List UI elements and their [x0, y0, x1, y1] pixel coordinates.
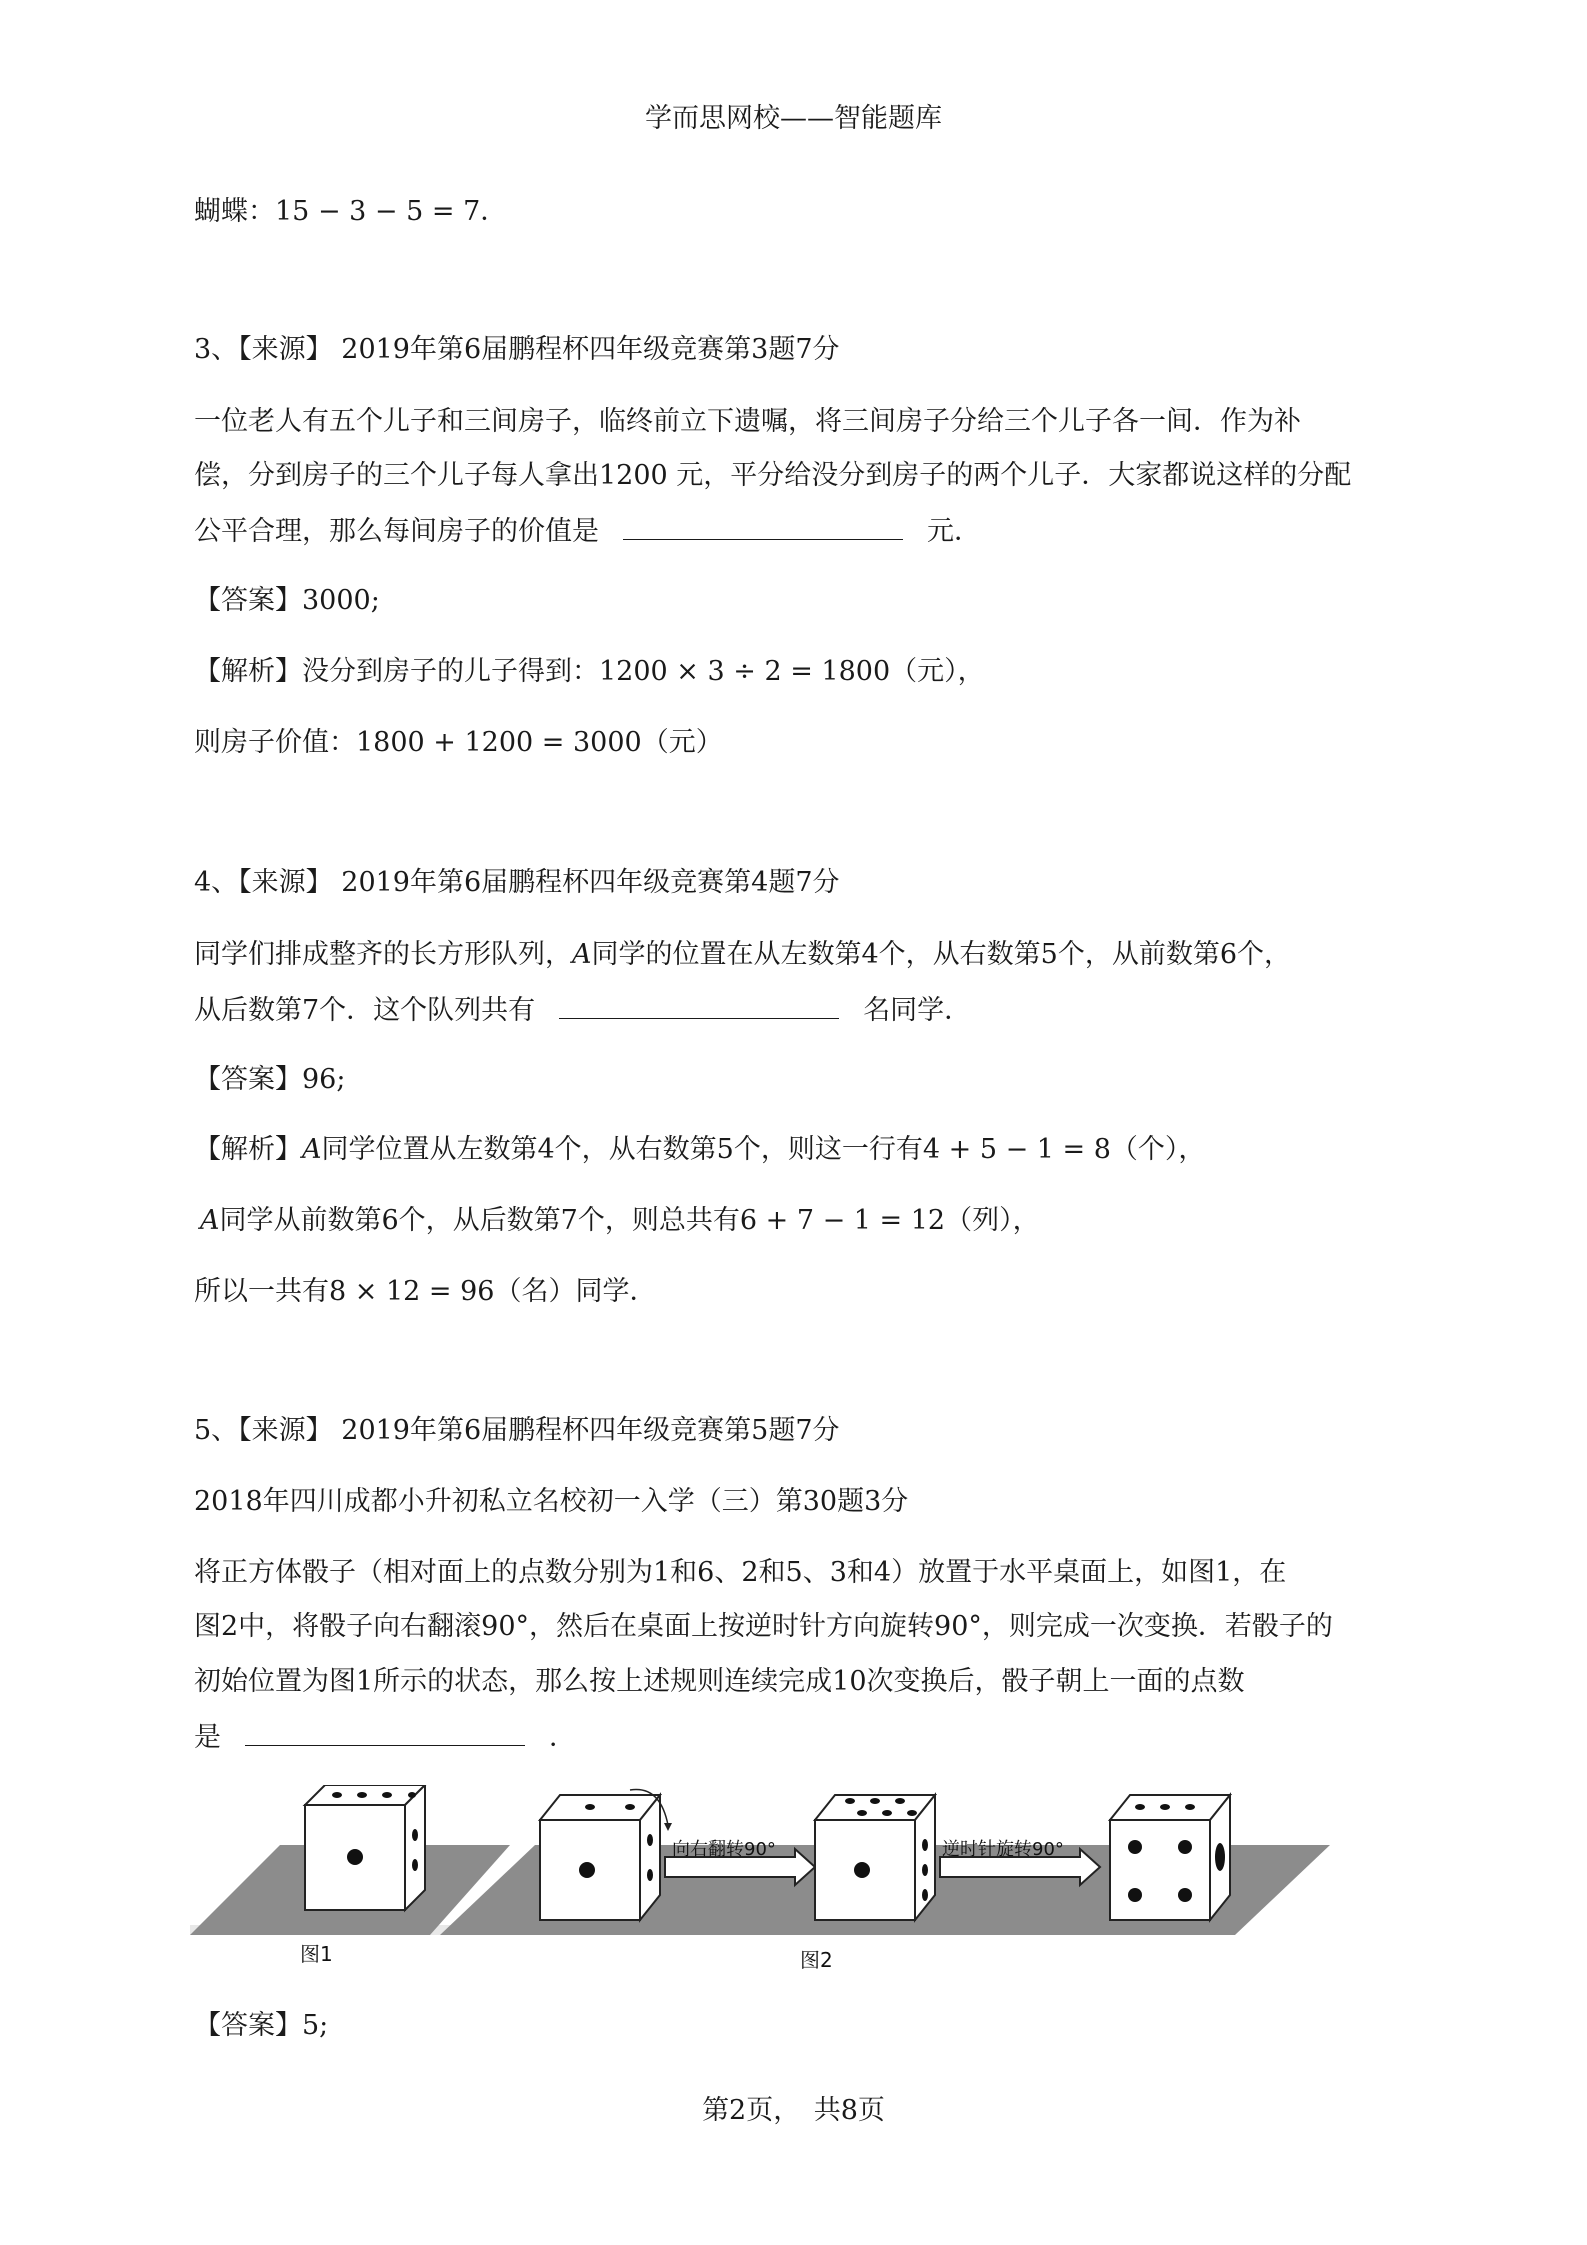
q5-text-line2: 图2中，将骰子向右翻滚90°，然后在桌面上按逆时针方向旋转90°，则完成一次变换．若骰子的 — [194, 1611, 1333, 1642]
dice-figure — [190, 1785, 1340, 1980]
q3-text-line3 — [194, 513, 981, 550]
q4-analysis-line1-post: 同学位置从左数第4个，从右数第5个，则这一行有4 + 5 − 1 = 8（个）， — [321, 1134, 1206, 1165]
q3-source: 3、【来源】 2019年第6届鹏程杯四年级竞赛第3题7分 — [194, 334, 840, 365]
q3-text-line1: 一位老人有五个儿子和三间房子，临终前立下遗嘱，将三间房子分给三个儿子各一间．作为补 — [194, 406, 1301, 437]
q3-text-line2: 偿，分到房子的三个儿子每人拿出1200 元，平分给没分到房子的两个儿子．大家都说这样的分配 — [194, 460, 1352, 491]
page-footer: 第2页， 共8页 — [702, 2095, 885, 2126]
q4-analysis-line1 — [194, 1132, 1205, 1168]
q5-source: 5、【来源】 2019年第6届鹏程杯四年级竞赛第5题7分 — [194, 1415, 840, 1446]
die-fig2-start — [540, 1789, 672, 1920]
q4-var-a: A — [572, 939, 592, 970]
q4-text-line2-post: 名同学． — [863, 995, 972, 1026]
q4-source: 4、【来源】 2019年第6届鹏程杯四年级竞赛第4题7分 — [194, 867, 840, 898]
q4-analysis-var-a: A — [302, 1134, 322, 1165]
arrow-rotate-ccw-label: 逆时针旋转90° — [942, 1839, 1064, 1860]
q4-text-line2-pre: 从后数第7个．这个队列共有 — [194, 995, 536, 1026]
q5-text-line4 — [194, 1719, 576, 1756]
q4-analysis-line2-post: 同学从前数第6个，从后数第7个，则总共有6 + 7 − 1 = 12（列）， — [219, 1205, 1040, 1236]
q4-answer: 【答案】96; — [194, 1064, 346, 1095]
figure-label-2: 图2 — [800, 1948, 833, 1972]
figure-label-1: 图1 — [300, 1942, 333, 1966]
die-fig2-after-roll — [815, 1795, 935, 1920]
q5-answer-blank[interactable] — [245, 1719, 525, 1746]
q5-text-line3: 初始位置为图1所示的状态，那么按上述规则连续完成10次变换后，骰子朝上一面的点数 — [194, 1666, 1245, 1697]
q5-answer: 【答案】5; — [194, 2010, 329, 2041]
die-fig1 — [305, 1785, 425, 1910]
page-header: 学而思网校——智能题库 — [645, 103, 942, 134]
q5-source2: 2018年四川成都小升初私立名校初一入学（三）第30题3分 — [194, 1486, 909, 1517]
q4-answer-blank[interactable] — [559, 992, 839, 1019]
arrow-roll-right-label: 向右翻转90° — [672, 1839, 776, 1860]
q5-text-line4-post: ． — [549, 1722, 576, 1753]
q4-text-line2 — [194, 992, 971, 1029]
q3-answer: 【答案】3000; — [194, 585, 380, 616]
q4-analysis-line3: 所以一共有8 × 12 = 96（名）同学． — [194, 1276, 657, 1307]
q4-analysis-label: 【解析】 — [194, 1134, 302, 1165]
q5-text-line4-pre: 是 — [194, 1722, 221, 1753]
die-fig2-after-rotate — [1110, 1795, 1230, 1920]
q4-text-line1 — [194, 937, 1291, 973]
q4-text-line1-post: 同学的位置在从左数第4个，从右数第5个，从前数第6个， — [591, 939, 1292, 970]
q4-analysis2-var-a: A — [200, 1205, 220, 1236]
q3-text-line3-pre: 公平合理，那么每间房子的价值是 — [194, 516, 599, 547]
q3-analysis-line1: 【解析】没分到房子的儿子得到：1200 × 3 ÷ 2 = 1800（元）， — [194, 656, 985, 687]
q3-answer-blank[interactable] — [623, 513, 903, 540]
q3-text-line3-post: 元． — [927, 516, 981, 547]
q3-analysis-line2: 则房子价值：1800 + 1200 = 3000（元） — [194, 727, 723, 758]
q5-text-line1: 将正方体骰子（相对面上的点数分别为1和6、2和5、3和4）放置于水平桌面上，如图1，在 — [194, 1557, 1287, 1588]
q2-answer-tail: 蝴蝶：15 − 3 − 5 = 7． — [194, 196, 508, 227]
q4-analysis-line2 — [200, 1203, 1040, 1239]
q4-text-line1-pre: 同学们排成整齐的长方形队列， — [194, 939, 572, 970]
